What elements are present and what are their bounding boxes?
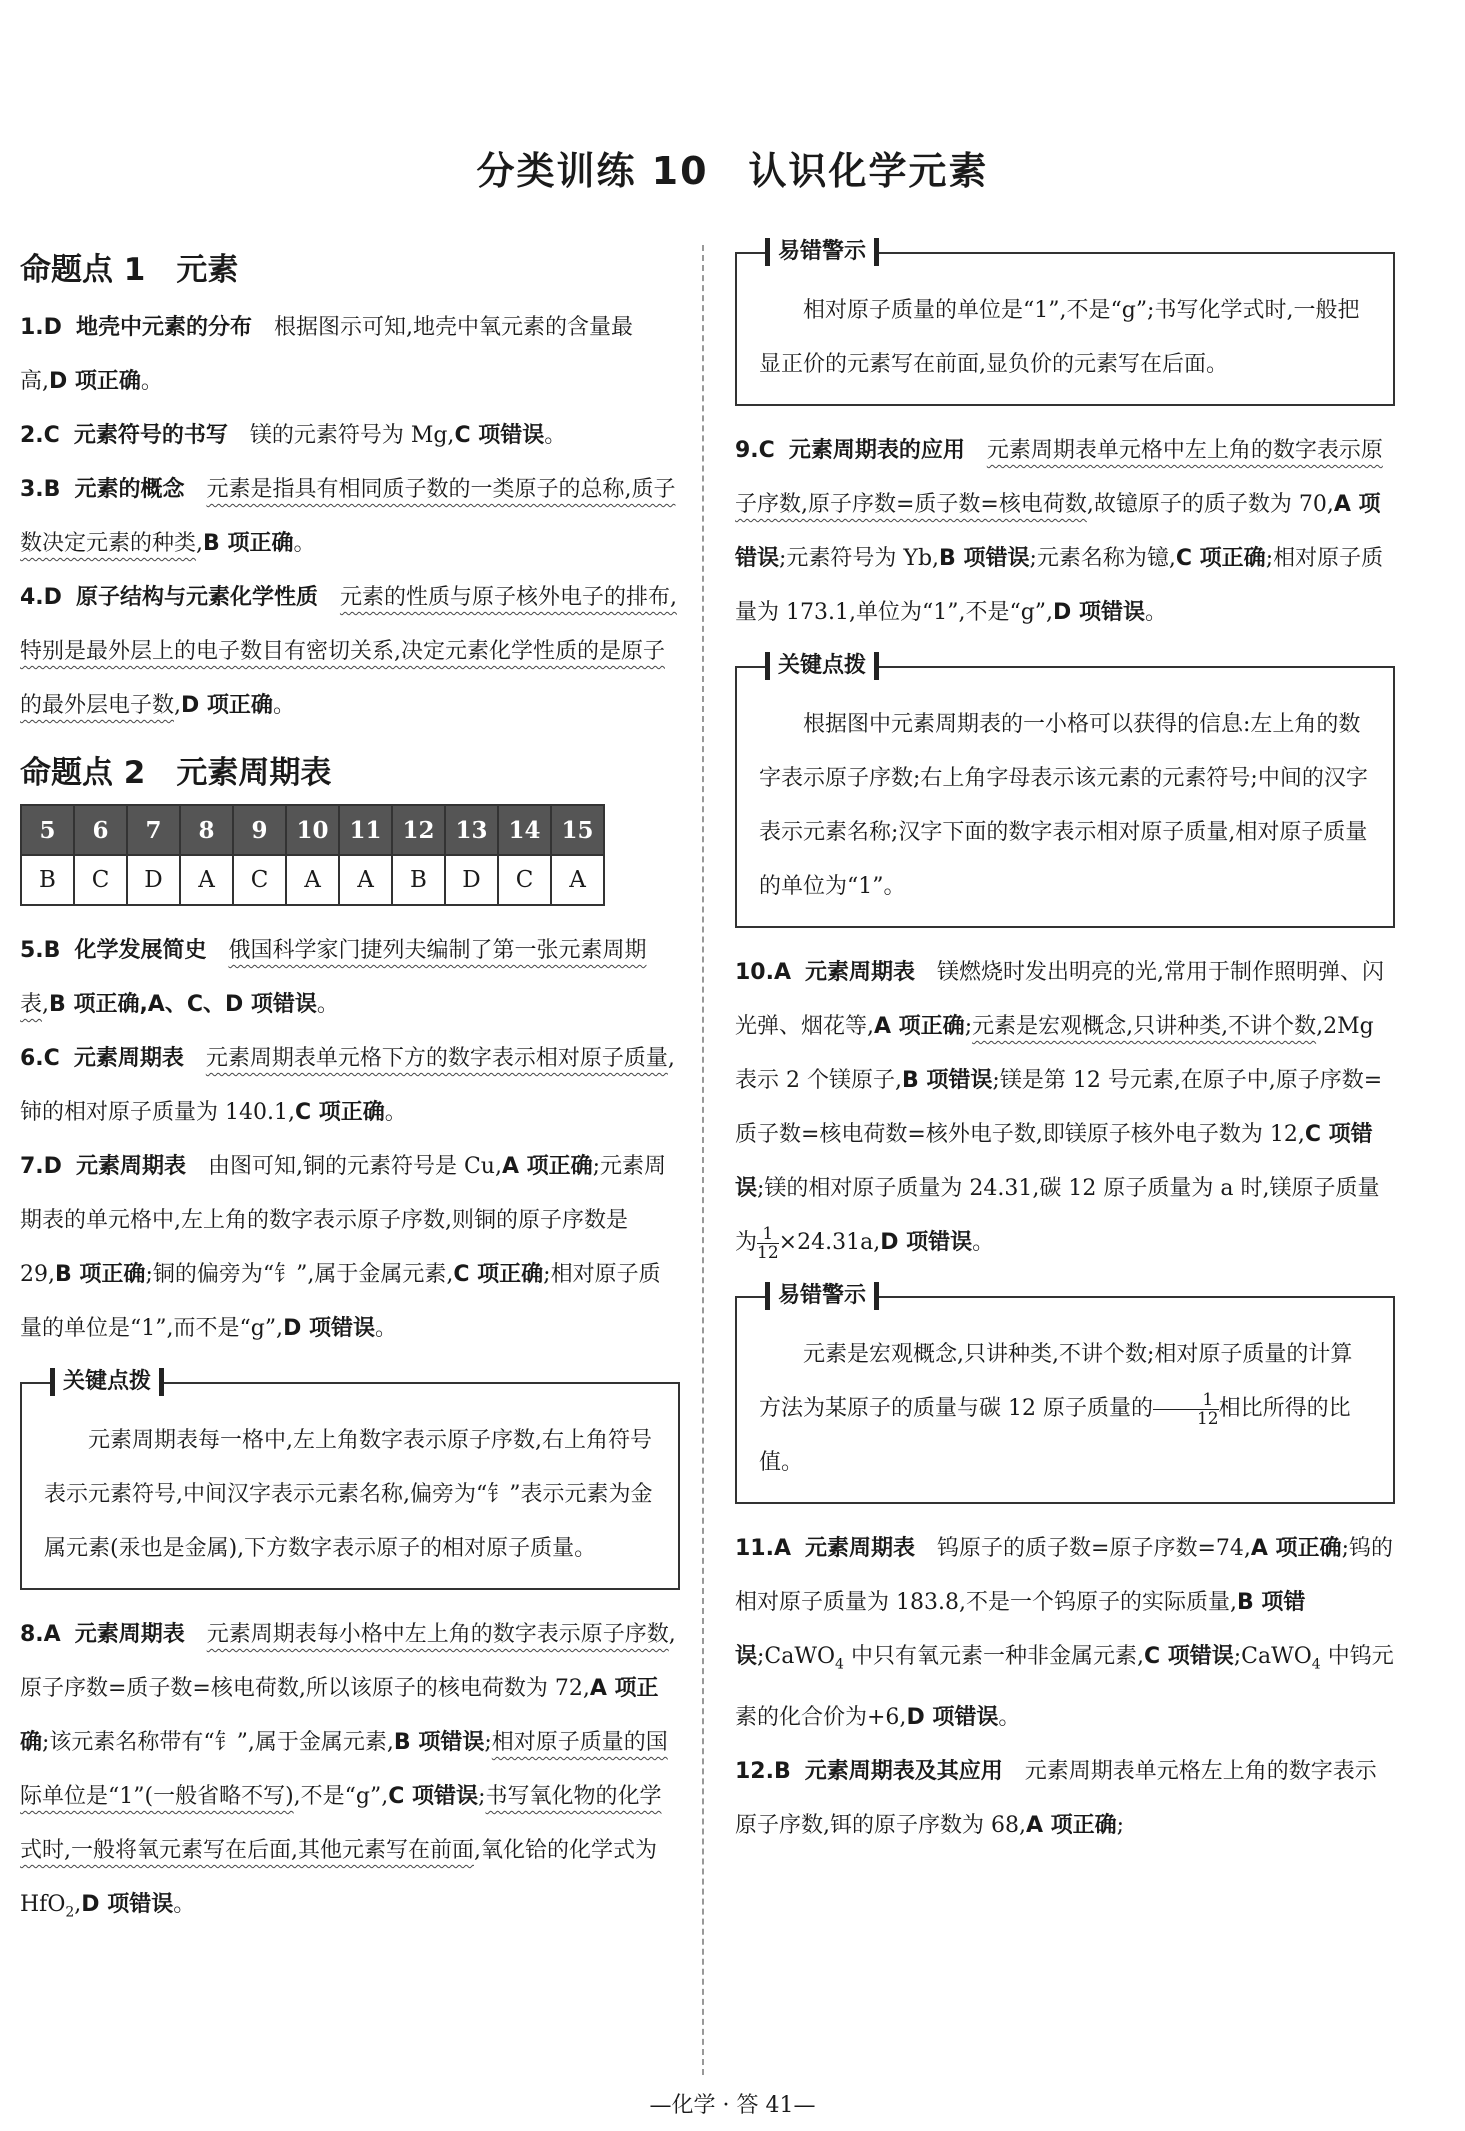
item-number: 6.C <box>20 1046 60 1071</box>
answer-item-5 <box>20 924 680 1032</box>
answer-table-number-cell: 9 <box>233 805 286 855</box>
answer-table-answer-cell: A <box>339 855 392 905</box>
item-judgement: D 项正确 <box>181 693 273 718</box>
answer-table-number-cell: 10 <box>286 805 339 855</box>
item-key-text: 元素是宏观概念,只讲种类,不讲个数 <box>972 1014 1317 1039</box>
item-text: , <box>174 693 182 718</box>
item-end: 。 <box>316 992 339 1017</box>
item-judgement: A 项正确 <box>501 1154 593 1179</box>
item-text: 中只有氧元素一种非金属元素, <box>843 1644 1144 1669</box>
item-judgement: C 项正确 <box>294 1100 385 1125</box>
item-key-text: 书写氧化物的化学式时,一般将氧元素写在后面,其他元素写在前面 <box>20 1784 662 1863</box>
fraction <box>1153 1391 1219 1428</box>
item-end: 。 <box>972 1230 995 1255</box>
answer-table <box>20 804 605 906</box>
box-tag: 关键点拨 <box>765 652 879 680</box>
answer-table-answer-cell: A <box>551 855 604 905</box>
item-topic: 原子结构与元素化学性质 <box>75 585 318 610</box>
item-text: ;元素周期表的单元格中,左上角的数字表示原子序数,则铜的原子序数是 29, <box>20 1154 667 1287</box>
answer-table-answers-row <box>21 855 604 905</box>
answer-table-number-cell: 6 <box>74 805 127 855</box>
right-column <box>735 230 1395 1853</box>
item-end: 。 <box>140 369 163 394</box>
item-judgement: C 项正确 <box>453 1262 544 1287</box>
answer-item-6 <box>20 1032 680 1140</box>
box-text-part: 元素是宏观概念,只讲种类,不讲个数;相对原子质量的计算方法为某原子的质量与碳 12 原子质量的 <box>759 1342 1353 1421</box>
item-text: ,氧化铪的化学式为 HfO <box>20 1838 657 1917</box>
item-judgement: B 项错误 <box>939 546 1030 571</box>
item-topic: 元素周期表及其应用 <box>804 1759 1003 1785</box>
item-number: 5.B <box>20 938 61 963</box>
item-number: 8.A <box>20 1622 61 1647</box>
fraction-numerator: 1 <box>1153 1391 1219 1410</box>
fraction <box>757 1225 779 1262</box>
answer-table-numbers-row <box>21 805 604 855</box>
item-judgement: B 项正确 <box>203 531 294 556</box>
item-number: 4.D <box>20 585 62 610</box>
item-text: , <box>196 531 204 556</box>
item-judgement: D 项错误 <box>880 1230 973 1255</box>
column-divider <box>702 245 704 2075</box>
box-text <box>759 1328 1371 1490</box>
item-text: 根据图示可知,地壳中氧元素的含量最高, <box>20 315 633 394</box>
item-judgement: C 项错误 <box>1143 1644 1234 1669</box>
answer-table-number-cell: 13 <box>445 805 498 855</box>
answer-item-4 <box>20 571 680 733</box>
box-tag: 易错警示 <box>765 1282 879 1310</box>
box-text-part: 相比所得的比值。 <box>759 1396 1351 1475</box>
answer-item-7 <box>20 1140 680 1356</box>
answer-item-9 <box>735 424 1395 640</box>
item-text: 由图可知,铜的元素符号是 Cu, <box>207 1154 502 1179</box>
section-heading-1: 命题点 1 元素 <box>20 252 239 288</box>
answer-item-12 <box>735 1745 1395 1853</box>
item-text: ;相对原子质量为 173.1,单位为“1”,不是“g”, <box>735 546 1384 625</box>
item-number: 9.C <box>735 438 775 463</box>
answer-table-answer-cell: C <box>498 855 551 905</box>
item-judgement: D 项错误 <box>283 1316 375 1341</box>
item-judgement: D 项错误 <box>81 1892 174 1917</box>
item-number: 3.B <box>20 477 61 502</box>
item-end: 。 <box>173 1892 196 1917</box>
item-judgement: A 项正确 <box>1250 1536 1342 1561</box>
subscript: 4 <box>835 1656 844 1673</box>
item-text: ;相对原子质量的单位是“1”,而不是“g”, <box>20 1262 661 1341</box>
item-judgement: B 项正确,A、C、D 项错误 <box>49 992 317 1017</box>
item-number: 2.C <box>20 423 60 448</box>
item-topic: 元素周期表 <box>805 1536 916 1561</box>
item-key-text: 俄国科学家门捷列夫编制了第一张元素周期表 <box>20 938 647 1017</box>
item-text: 钨原子的质子数=原子序数=74, <box>937 1536 1251 1561</box>
item-judgement: D 项正确 <box>49 369 141 394</box>
answer-item-2 <box>20 409 680 463</box>
item-judgement: B 项错误 <box>393 1730 485 1755</box>
item-end: 。 <box>384 1100 407 1125</box>
item-text: ;元素符号为 Yb, <box>779 546 940 571</box>
key-tip-box <box>20 1369 680 1590</box>
item-end: 。 <box>544 423 567 448</box>
item-end: 。 <box>272 693 295 718</box>
item-text: ,铈的相对原子质量为 140.1, <box>20 1046 675 1125</box>
item-text: ;元素名称为镱, <box>1029 546 1176 571</box>
item-text: 镁燃烧时发出明亮的光,常用于制作照明弹、闪光弹、烟花等, <box>735 960 1385 1039</box>
item-topic: 元素符号的书写 <box>73 423 228 448</box>
answer-table-number-cell: 14 <box>498 805 551 855</box>
item-end: 。 <box>1144 600 1167 625</box>
item-judgement: D 项错误 <box>1053 600 1145 625</box>
page-footer: —化学 · 答 41— <box>649 2093 816 2118</box>
item-topic: 元素周期表 <box>73 1046 184 1071</box>
key-tip-box <box>735 653 1395 928</box>
item-text: 元素周期表单元格左上角的数字表示原子序数,铒的原子序数为 68, <box>735 1759 1377 1839</box>
answer-table-answer-cell: B <box>392 855 445 905</box>
item-text: ;CaWO <box>757 1644 836 1669</box>
item-text: , <box>42 992 50 1017</box>
item-key-text: 相对原子质量的国际单位是“1”(一般省略不写) <box>20 1730 668 1809</box>
item-key-text: 元素周期表单元格下方的数字表示相对原子质量 <box>205 1046 668 1071</box>
item-text: 镁的元素符号为 Mg, <box>249 423 455 448</box>
item-topic: 元素周期表 <box>74 1622 185 1647</box>
item-text: ;钨的相对原子质量为 183.8,不是一个钨原子的实际质量, <box>735 1536 1393 1615</box>
item-end: 。 <box>374 1316 397 1341</box>
item-key-text: 元素周期表单元格中左上角的数字表示原子序数,原子序数=质子数=核电荷数 <box>735 438 1383 517</box>
item-judgement: C 项正确 <box>1175 546 1266 571</box>
item-judgement: A 项错误 <box>735 492 1381 571</box>
item-topic: 化学发展简史 <box>74 938 207 963</box>
item-text: ;铜的偏旁为“钅”,属于金属元素, <box>145 1262 454 1287</box>
item-judgement: A 项正确 <box>874 1014 965 1039</box>
answer-table-answer-cell: C <box>233 855 286 905</box>
fraction-denominator: 12 <box>1196 1408 1219 1429</box>
fraction-numerator: 1 <box>757 1225 779 1244</box>
answer-item-11 <box>735 1522 1395 1745</box>
item-text: ;该元素名称带有“钅”,属于金属元素, <box>42 1730 394 1755</box>
item-text: ,故镱原子的质子数为 70, <box>1086 492 1334 517</box>
answer-table-number-cell: 11 <box>339 805 392 855</box>
item-judgement: D 项错误 <box>906 1705 999 1731</box>
item-text: , <box>74 1892 82 1917</box>
subscript: 4 <box>1311 1656 1321 1673</box>
item-text: ,不是“g”, <box>293 1784 389 1809</box>
item-end: 。 <box>293 531 316 556</box>
item-text: ;镁是第 12 号元素,在原子中,原子序数=质子数=核电荷数=核外电子数,即镁原子核外电子数为 12, <box>735 1068 1383 1147</box>
answer-item-8: 8.A 元素周期表 元素周期表每小格中左上角的数字表示原子序数,原子序数=质子数=核电荷数,所以该原子的核电荷数为 72,A 项正确;该元素名称带有“钅”,属于金属元素,B 项错误;相对原子质量的国际单位是“1”(一般省略不写),不是“g”,C 项错误;书写氧化物的化学式时,一般将氧元素写在后面,其他元素写在前面,氧化铪的化学式为 HfO$_2$,D 项错误。 <box>20 1622 676 1921</box>
item-text: 中钨元素的化合价为+6, <box>735 1644 1394 1731</box>
answer-table-number-cell: 5 <box>21 805 74 855</box>
item-judgement: C 项错误 <box>454 423 545 448</box>
answer-item-3 <box>20 463 680 571</box>
item-topic: 元素周期表 <box>75 1154 186 1179</box>
item-number: 12.B <box>735 1759 791 1785</box>
item-judgement: C 项错误 <box>735 1122 1373 1201</box>
item-text: ;镁的相对原子质量为 24.31,碳 12 原子质量为 a 时,镁原子质量为 <box>735 1176 1380 1255</box>
item-key-text: 元素是指具有相同质子数的一类原子的总称,质子数决定元素的种类 <box>20 477 676 556</box>
item-judgement: B 项错误 <box>735 1590 1306 1669</box>
item-judgement: A 项正确 <box>20 1676 659 1755</box>
item-judgement: B 项错误 <box>901 1068 993 1093</box>
item-topic: 元素的概念 <box>74 477 185 502</box>
box-tag: 关键点拨 <box>50 1368 164 1396</box>
answer-item-1 <box>20 301 680 409</box>
item-text: ;CaWO <box>1233 1644 1312 1669</box>
item-number: 11.A <box>735 1536 791 1561</box>
item-topic: 元素周期表的应用 <box>788 438 965 463</box>
answer-table-number-cell: 12 <box>392 805 445 855</box>
answer-table-number-cell: 7 <box>127 805 180 855</box>
left-column <box>20 230 680 1939</box>
item-number: 10.A <box>735 960 791 985</box>
answer-table-answer-cell: D <box>445 855 498 905</box>
item-text: ×24.31a, <box>778 1230 881 1255</box>
item-end: ; <box>1116 1813 1125 1839</box>
item-number: 1.D <box>20 315 62 340</box>
item-end: 。 <box>998 1705 1021 1731</box>
box-text: 元素周期表每一格中,左上角数字表示原子序数,右上角符号表示元素符号,中间汉字表示元素名称,偏旁为“钅”表示元素为金属元素(汞也是金属),下方数字表示原子的相对原子质量。 <box>44 1428 653 1561</box>
box-text: 相对原子质量的单位是“1”,不是“g”;书写化学式时,一般把显正价的元素写在前面,显负价的元素写在后面。 <box>759 298 1360 377</box>
item-judgement: A 项正确 <box>1025 1813 1117 1839</box>
answer-table-answer-cell: C <box>74 855 127 905</box>
item-topic: 地壳中元素的分布 <box>75 315 252 340</box>
answer-table-answer-cell: A <box>180 855 233 905</box>
item-text: ,2Mg 表示 2 个镁原子, <box>735 1014 1374 1093</box>
answer-item-10: 10.A 元素周期表 镁燃烧时发出明亮的光,常用于制作照明弹、闪光弹、烟花等,A 项正确;元素是宏观概念,只讲种类,不讲个数,2Mg 表示 2 个镁原子,B 项错误;镁是第 12 号元素,在原子中,原子序数=质子数=核电荷数=核外电子数,即镁原子核外电子数为 12,C 项错误;镁的相对原子质量为 24.31,碳 12 原子质量为 a 时,镁原子质量为 $\frac{1}{12}$ ×24.31a,D 项错误。 <box>735 960 1385 1263</box>
item-number: 7.D <box>20 1154 62 1179</box>
answer-table-answer-cell: B <box>21 855 74 905</box>
item-judgement: B 项正确 <box>55 1262 146 1287</box>
answer-table-answer-cell: A <box>286 855 339 905</box>
answer-table-answer-cell: D <box>127 855 180 905</box>
subscript: 2 <box>65 1904 75 1921</box>
box-text: 根据图中元素周期表的一小格可以获得的信息:左上角的数字表示原子序数;右上角字母表示该元素的元素符号;中间的汉字表示元素名称;汉字下面的数字表示相对原子质量,相对原子质量的单位为“1”。 <box>759 712 1368 899</box>
item-key-text: 元素的性质与原子核外电子的排布,特别是最外层上的电子数目有密切关系,决定元素化学性质的是原子的最外层电子数 <box>20 585 677 718</box>
fraction-denominator: 12 <box>757 1242 779 1263</box>
answer-table-number-cell: 15 <box>551 805 604 855</box>
box-tag: 易错警示 <box>765 238 879 266</box>
item-topic: 元素周期表 <box>805 960 916 985</box>
error-warning-box <box>735 1283 1395 1504</box>
item-judgement: C 项错误 <box>388 1784 479 1809</box>
section-heading-2: 命题点 2 元素周期表 <box>20 755 332 791</box>
item-text: ,原子序数=质子数=核电荷数,所以该原子的核电荷数为 72, <box>20 1622 676 1701</box>
item-key-text: 元素周期表每小格中左上角的数字表示原子序数 <box>206 1622 669 1647</box>
page-title: 分类训练 10 认识化学元素 <box>476 149 989 193</box>
answer-table-number-cell: 8 <box>180 805 233 855</box>
error-warning-box <box>735 239 1395 406</box>
